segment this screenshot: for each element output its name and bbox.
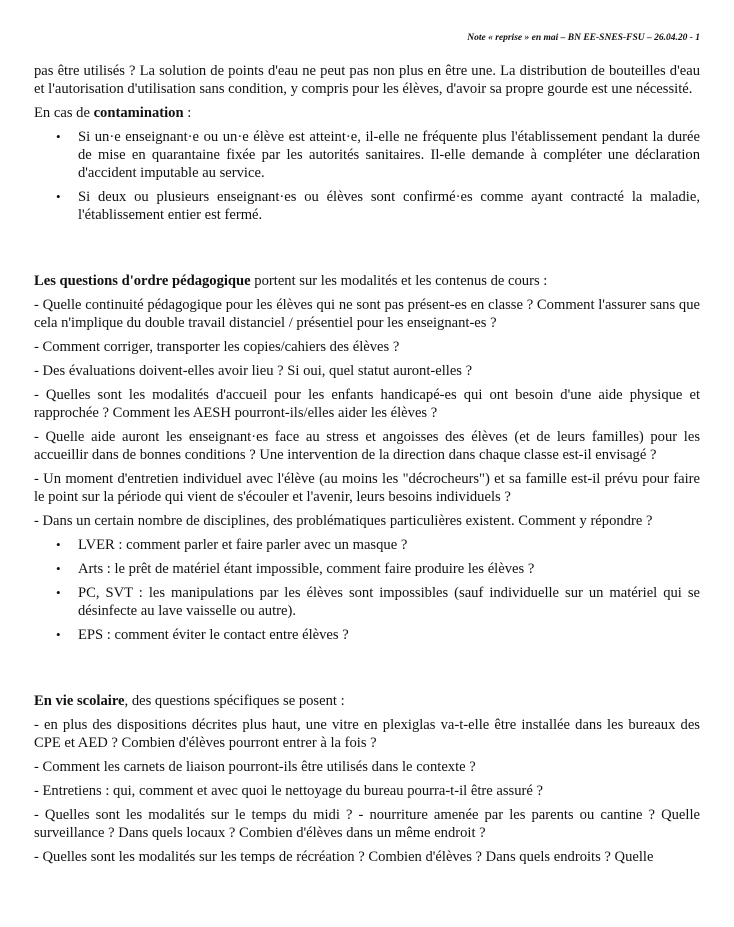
pedagogy-heading: Les questions d'ordre pédagogique — [34, 273, 251, 289]
list-item: • Si un·e enseignant·e ou un·e élève est atteint·e, il-elle ne fréquente plus l'établissement pendant la durée de mise en quarantaine fixée par les autorités sanitaires. Il-elle demande à compléter une déclaration d'accident imputable au service. — [56, 129, 700, 181]
school-life-heading: En vie scolaire — [34, 693, 125, 709]
bullet-icon: • — [56, 561, 61, 576]
running-header: Note « reprise » en mai – BN EE-SNES-FSU – 26.04.20 - 1 — [467, 33, 700, 43]
document-body — [34, 62, 700, 872]
pedagogy-question: - Dans un certain nombre de disciplines, des problématiques particulières existent. Comment y répondre ? — [34, 513, 653, 529]
disciplines-list — [34, 536, 700, 644]
bullet-icon: • — [56, 189, 61, 204]
section-gap — [34, 650, 700, 692]
bullet-icon: • — [56, 627, 61, 642]
pedagogy-question: - Quelle continuité pédagogique pour les élèves qui ne sont pas présent-es en classe ? Comment l'assurer sans que cela n'implique du double travail distanciel / présentiel pour les enseignant-es ? — [34, 297, 700, 331]
pedagogy-question: - Comment corriger, transporter les copies/cahiers des élèves ? — [34, 339, 400, 355]
list-item: • Si deux ou plusieurs enseignant·es ou élèves sont confirmé·es comme ayant contracté la maladie, l'établissement entier est fermé. — [56, 189, 700, 223]
school-life-question: - Comment les carnets de liaison pourront-ils être utilisés dans le contexte ? — [34, 759, 476, 775]
bullet-icon: • — [56, 129, 61, 144]
pedagogy-question: - Des évaluations doivent-elles avoir lieu ? Si oui, quel statut auront-elles ? — [34, 363, 473, 379]
school-life-question: - Quelles sont les modalités sur les temps de récréation ? Combien d'élèves ? Dans quels endroits ? Quelle — [34, 849, 654, 865]
list-item: • Arts : le prêt de matériel étant impossible, comment faire produire les élèves ? — [56, 561, 535, 577]
contamination-lead: En cas de contamination : — [34, 105, 192, 121]
contamination-list — [34, 128, 700, 224]
section-gap — [34, 230, 700, 272]
list-item: • PC, SVT : les manipulations par les élèves sont impossibles (sauf individuelle sur un matériel qui se désinfecte au lave vaisselle ou autre). — [56, 585, 700, 619]
intro-paragraph: pas être utilisés ? La solution de points d'eau ne peut pas non plus en être une. La distribution de bouteilles d'eau et l'autorisation d'utilisation sans condition, y compris pour les élèves, d'avoir sa propre gourde est une nécessité. — [34, 63, 700, 97]
school-life-question: - Quelles sont les modalités sur le temps du midi ? - nourriture amenée par les parents ou cantine ? Quelle surveillance ? Dans quels locaux ? Combien d'élèves dans un même endroit ? — [34, 807, 700, 841]
bullet-icon: • — [56, 585, 61, 600]
contamination-keyword: contamination — [93, 105, 184, 121]
school-life-question: - Entretiens : qui, comment et avec quoi le nettoyage du bureau pourra-t-il être assuré ? — [34, 783, 543, 799]
pedagogy-lead: Les questions d'ordre pédagogique portent sur les modalités et les contenus de cours : — [34, 273, 548, 289]
list-item: • EPS : comment éviter le contact entre élèves ? — [56, 627, 349, 643]
pedagogy-question: - Quelles sont les modalités d'accueil pour les enfants handicapé-es qui ont besoin d'une aide physique et rapprochée ? Comment les AESH pourront-ils/elles aider les élèves ? — [34, 387, 700, 421]
pedagogy-question: - Quelle aide auront les enseignant·es face au stress et angoisses des élèves (et de leurs familles) pour les accueillir dans de bonnes conditions ? Une intervention de la direction dans chaque classe est-il envisagé ? — [34, 429, 700, 463]
pedagogy-question: - Un moment d'entretien individuel avec l'élève (au moins les "décrocheurs") et sa famille est-il prévu pour faire le point sur la période qui vient de s'écouler et l'avenir, leurs besoins individuels ? — [34, 471, 700, 505]
list-item: • LVER : comment parler et faire parler avec un masque ? — [56, 537, 408, 553]
bullet-icon: • — [56, 537, 61, 552]
school-life-lead: En vie scolaire, des questions spécifiques se posent : — [34, 693, 345, 709]
school-life-question: - en plus des dispositions décrites plus haut, une vitre en plexiglas va-t-elle être installée dans les bureaux des CPE et AED ? Combien d'élèves pourront entrer à la fois ? — [34, 717, 700, 751]
